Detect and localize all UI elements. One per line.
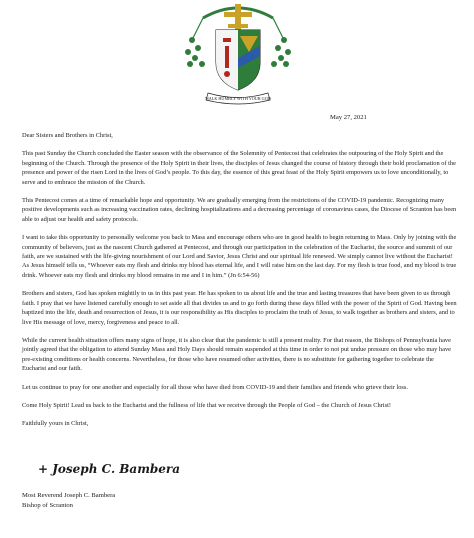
closing: Faithfully yours in Christ, — [22, 420, 89, 428]
paragraph: Let us continue to pray for one another and especially for all those who have died from COVID-19 and their families and friends who grieve their loss. — [22, 383, 408, 391]
motto: WALK HUMBLY WITH YOUR GOD — [205, 96, 271, 101]
salutation: Dear Sisters and Brothers in Christ, — [22, 132, 113, 139]
signer-name: Most Reverend Joseph C. Bambera — [22, 492, 116, 499]
coat-of-arms-logo — [178, 0, 298, 108]
paragraph: I want to take this opportunity to personally welcome you back to Mass and encourage others who are in good health to begin returning to Mass. Only by joining with the community of believers, just as the nascent Church gathered at Pentecost, and through our participation in the celebration of the Eucharist, the source and summit of our faith, are we sustained with the life-giving nourishment of our Lord and Savior, Jesus Christ and our spiritual life renewed. We simply cannot live without the Eucharist! As Jesus himself tells us, “Whoever eats my flesh and drinks my blood has eternal life, and I will raise him on the last day. For my flesh is true food, and my blood is true drink. Whoever eats my flesh and drinks my blood remains in me and I in him.” (Jn 6:54-56) — [22, 234, 457, 279]
letter-body — [22, 131, 458, 438]
paragraph: While the current health situation offers many signs of hope, it is also clear that the pandemic is still a present reality. For that reason, the Bishops of Pennsylvania have jointly agreed that the obligation to attend Sunday Mass and Holy Days should remain suspended at this time in order to not put undue pressure on those who may have pre-existing conditions or health concerns. Nevertheless, for those who have resumed other activities, there is no substitute for gathering together to celebrate the Eucharist and our faith. — [22, 336, 451, 373]
paragraph: This past Sunday the Church concluded the Easter season with the observance of the Solemnity of Pentecost that celebrates the outpouring of the Holy Spirit and the beginning of the Church. Through the presence of the Holy Spirit in their lives, the disciples of Jesus changed the course of history through their bold proclamation of the presence and power of the risen Lord in the lives of God’s people. To this day, the essence of this great feast of the Holy Spirit empowers us to love unconditionally, to serve and to embrace the mission of the Church. — [22, 150, 456, 186]
paragraph: Come Holy Spirit! Lead us back to the Eucharist and the fullness of life that we receive through the People of God – the Church of Jesus Christ! — [22, 401, 391, 409]
signer-title: Bishop of Scranton — [22, 501, 73, 509]
paragraph: This Pentecost comes at a time of remarkable hope and opportunity. We are gradually emerging from the restrictions of the COVID-19 pandemic. Recognizing many positive developments such as increasing vaccination rates, declining hospitalizations and a decreasing percentage of coronavirus cases, the Diocese of Scranton has been able to adjust our health and safety protocols. — [22, 197, 457, 223]
signature: + Joseph C. Bambera — [38, 462, 181, 476]
letter-date: May 27, 2021 — [330, 114, 367, 121]
paragraph: Brothers and sisters, God has spoken mightily to us in this past year. He has spoken to us about life and the true and lasting treasures that have been given to us through faith. I pray that we have listened carefully enough to set aside all that divides us and to go forth during these days filled with the power of the Spirit of God. Having been baptized into the life, death and resurrection of Jesus, it is our responsibility as His disciples to proclaim the truth of Jesus, to walk together as brothers and sisters, and to live His message of love, mercy, forgiveness and peace to all. — [22, 290, 457, 326]
signer-block — [22, 491, 115, 510]
